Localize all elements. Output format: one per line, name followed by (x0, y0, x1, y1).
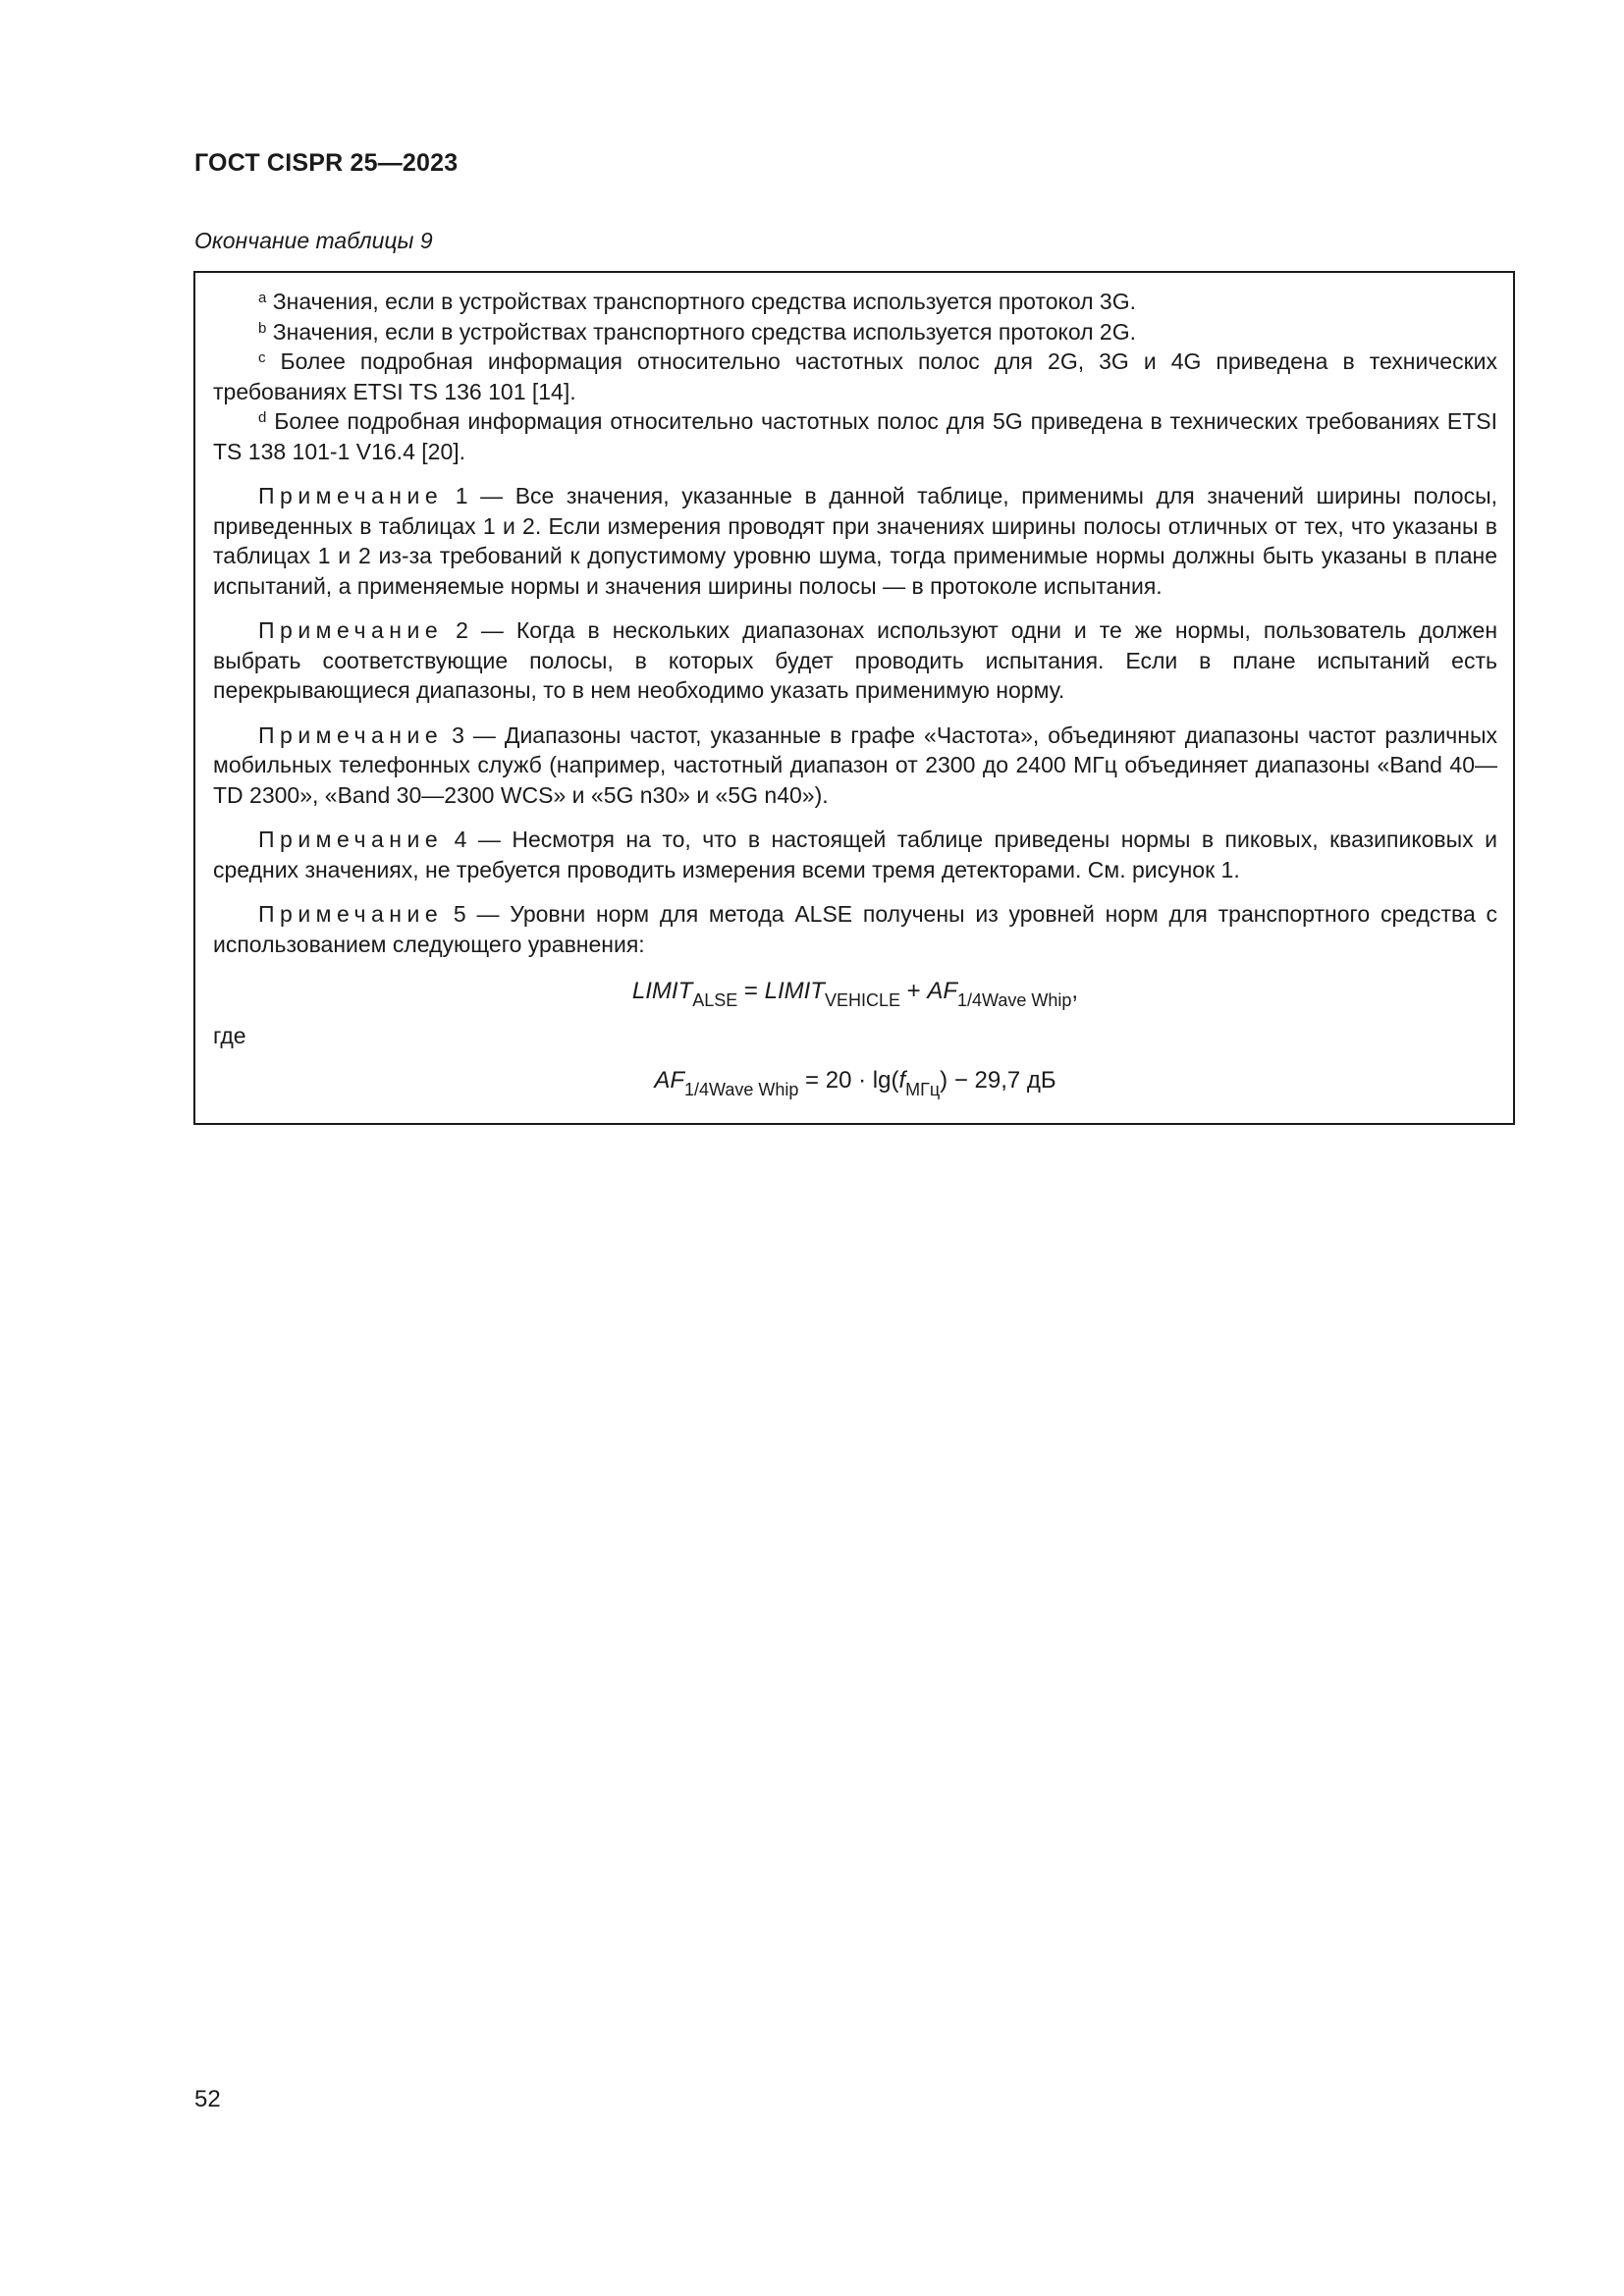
note-4 (213, 825, 1497, 884)
formula-subscript: VEHICLE (824, 990, 900, 1010)
note-label: Примечание (258, 483, 444, 508)
note-number: 5 (453, 901, 466, 927)
formula-tail: ) − 29,7 дБ (940, 1067, 1056, 1094)
note-number: 3 (452, 721, 464, 748)
formula-subscript: 1/4Wave Whip (684, 1080, 799, 1099)
formula-operator: = (737, 978, 765, 1004)
table-footnotes-box (193, 271, 1515, 1125)
footnote-mark: b (258, 319, 267, 337)
footnote-c (213, 347, 1497, 406)
footnote-text: Значения, если в устройствах транспортного средства используется протокол 3G. (272, 289, 1136, 314)
note-label: Примечание (258, 617, 444, 643)
formula-subscript: ALSE (692, 990, 738, 1010)
footnote-d (213, 406, 1497, 466)
formula-antenna-factor (213, 1066, 1497, 1099)
footnote-mark: c (258, 349, 266, 366)
note-text: — Когда в нескольких диапазонах используют одни и те же нормы, пользователь должен выбрать соответствующие полосы, в которых будет проводить испытания. Если в плане испытаний есть перекрывающиеся диапазоны, то в нем необходимо указать применимую норму. (213, 617, 1498, 703)
footnote-text: Значения, если в устройствах транспортного средства используется протокол 2G. (272, 318, 1136, 345)
table-notes-content (213, 287, 1498, 1099)
note-2 (213, 615, 1497, 706)
where-text: где (213, 1022, 246, 1048)
note-label: Примечание (258, 901, 444, 927)
formula-operator: = 20 · lg( (798, 1067, 899, 1094)
formula-subscript: МГц (905, 1080, 941, 1099)
formula-limit-alse (213, 977, 1497, 1010)
note-label: Примечание (258, 827, 444, 852)
note-text: — Все значения, указанные в данной таблице, применимы для значений ширины полосы, приведенных в таблицах 1 и 2. Если измерения проводят при значениях ширины полосы отличных от тех, что указаны в таблицах 1 и 2 из-за требований к допустимому уровню шума, тогда применимые нормы должны быть указаны в плане испытаний, а применяемые нормы и значения ширины полосы — в протоколе испытания. (213, 483, 1498, 599)
note-number: 1 (455, 483, 468, 508)
note-1 (213, 481, 1497, 601)
footnote-a (213, 287, 1497, 317)
formula-subscript: 1/4Wave Whip (957, 990, 1072, 1010)
footnote-mark: a (258, 290, 267, 306)
footnote-text: Более подробная информация относительно частотных полос для 5G приведена в технических требованиях ETSI TS 138 101-1 V16.4 [20]. (213, 408, 1498, 464)
note-5 (213, 899, 1497, 959)
formula-punctuation: , (1071, 978, 1079, 1004)
page-number: 52 (194, 2086, 221, 2112)
footnote-text: Более подробная информация относительно частотных полос для 2G, 3G и 4G приведена в технических требованиях ETSI TS 136 101 [14]. (213, 348, 1497, 404)
formula-term: f (898, 1067, 906, 1094)
note-text: — Несмотря на то, что в настоящей таблице приведены нормы в пиковых, квазипиковых и средних значениях, не требуется проводить измерения всеми тремя детекторами. См. рисунок 1. (213, 827, 1498, 882)
note-text: — Диапазоны частот, указанные в графе «Частота», объединяют диапазоны частот различных мобильных телефонных служб (например, частотный диапазон от 2300 до 2400 МГц объединяет диапазоны «Band 40—TD 2300», «Band 30—2300 WCS» и «5G n30» и «5G n40»). (213, 721, 1498, 808)
formula-operator: + (900, 978, 928, 1004)
table-continuation-caption: Окончание таблицы 9 (194, 228, 433, 253)
note-3 (213, 721, 1497, 811)
note-text: — Уровни норм для метода ALSE получены из уровней норм для транспортного средства с использованием следующего уравнения: (213, 901, 1498, 957)
note-number: 2 (456, 617, 468, 643)
formula-term: AF (927, 978, 958, 1004)
document-header: ГОСТ CISPR 25—2023 (194, 149, 459, 177)
note-number: 4 (454, 827, 467, 852)
formula-term: LIMIT (764, 978, 825, 1004)
footnote-mark: d (258, 409, 267, 426)
formula-term: AF (654, 1067, 684, 1094)
footnote-b (213, 317, 1497, 347)
note-label: Примечание (258, 721, 444, 748)
formula-term: LIMIT (631, 978, 693, 1004)
